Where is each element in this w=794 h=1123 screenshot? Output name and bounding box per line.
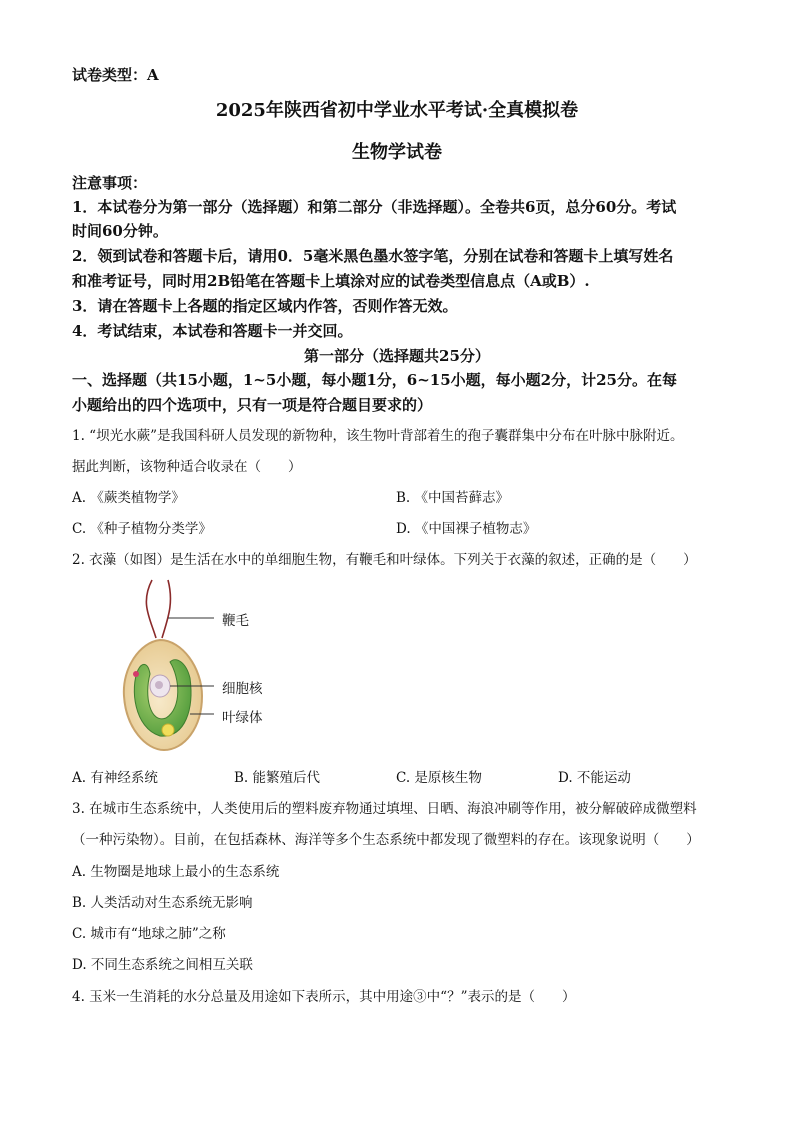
label-flagella: 鞭毛 bbox=[222, 613, 249, 629]
q2-option-d: D. 不能运动 bbox=[558, 770, 631, 786]
eyespot bbox=[133, 671, 139, 677]
note-2-line-1: 2．领到试卷和答题卡后，请用0．5毫米黑色墨水签字笔，分别在试卷和答题卡上填写姓名 bbox=[72, 247, 674, 265]
section-instruction-line-1: 一、选择题（共15小题，1~5小题，每小题1分，6~15小题，每小题2分，计25分。在每 bbox=[72, 371, 677, 389]
pyrenoid bbox=[162, 724, 174, 736]
nucleolus bbox=[155, 681, 163, 689]
q3-option-a: A. 生物圈是地球上最小的生态系统 bbox=[72, 864, 280, 880]
q1-option-d: D. 《中国裸子植物志》 bbox=[396, 521, 537, 537]
q1-option-c: C. 《种子植物分类学》 bbox=[72, 521, 212, 537]
note-3: 3．请在答题卡上各题的指定区域内作答，否则作答无效。 bbox=[72, 297, 458, 315]
q2-option-b: B. 能繁殖后代 bbox=[234, 770, 321, 786]
notes-heading: 注意事项： bbox=[72, 174, 148, 192]
exam-title: 2025年陕西省初中学业水平考试·全真模拟卷 bbox=[215, 100, 579, 121]
flagellum-right bbox=[162, 580, 170, 638]
q1-option-a: A. 《蕨类植物学》 bbox=[72, 490, 185, 506]
exam-subtitle: 生物学试卷 bbox=[352, 142, 442, 163]
note-1-line-1: 1．本试卷分为第一部分（选择题）和第二部分（非选择题）。全卷共6页，总分60分。考试 bbox=[72, 198, 677, 216]
note-2-line-2: 和准考证号，同时用2B铅笔在答题卡上填涂对应的试卷类型信息点（A或B）. bbox=[72, 272, 590, 290]
q1-stem-line-1: 1. “坝光水蕨”是我国科研人员发现的新物种，该生物叶背部着生的孢子囊群集中分布在叶脉中脉附近。 bbox=[72, 428, 684, 444]
q1-stem-line-2: 据此判断，该物种适合收录在（ ） bbox=[72, 459, 302, 475]
q2-option-a: A. 有神经系统 bbox=[72, 770, 158, 786]
q3-option-b: B. 人类活动对生态系统无影响 bbox=[72, 895, 253, 911]
section-instruction-line-2: 小题给出的四个选项中，只有一项是符合题目要求的） bbox=[72, 396, 433, 414]
q2-option-c: C. 是原核生物 bbox=[396, 770, 482, 786]
note-4: 4．考试结束，本试卷和答题卡一并交回。 bbox=[72, 322, 353, 340]
q3-stem-line-2: （一种污染物）。目前，在包括森林、海洋等多个生态系统中都发现了微塑料的存在。该现象说明（ ） bbox=[72, 832, 700, 848]
label-chloroplast: 叶绿体 bbox=[222, 710, 263, 726]
chlamydomonas-figure bbox=[110, 578, 340, 758]
part-1-heading: 第一部分（选择题共25分） bbox=[304, 347, 490, 365]
q3-stem-line-1: 3. 在城市生态系统中，人类使用后的塑料废弃物通过填埋、日晒、海浪冲刷等作用，被分解破碎成微塑料 bbox=[72, 801, 697, 817]
q1-option-b: B. 《中国苔藓志》 bbox=[396, 490, 510, 506]
label-nucleus: 细胞核 bbox=[222, 681, 263, 697]
q3-option-c: C. 城市有“地球之肺”之称 bbox=[72, 926, 226, 942]
flagellum-left bbox=[146, 580, 156, 638]
note-1-line-2: 时间60分钟。 bbox=[72, 222, 168, 240]
q4-stem: 4. 玉米一生消耗的水分总量及用途如下表所示，其中用途③中“？”表示的是（ ） bbox=[72, 989, 576, 1005]
q2-stem: 2. 衣藻（如图）是生活在水中的单细胞生物，有鞭毛和叶绿体。下列关于衣藻的叙述，正确的是（ ） bbox=[72, 552, 697, 568]
paper-type: 试卷类型：A bbox=[72, 66, 159, 84]
q3-option-d: D. 不同生态系统之间相互关联 bbox=[72, 957, 253, 973]
